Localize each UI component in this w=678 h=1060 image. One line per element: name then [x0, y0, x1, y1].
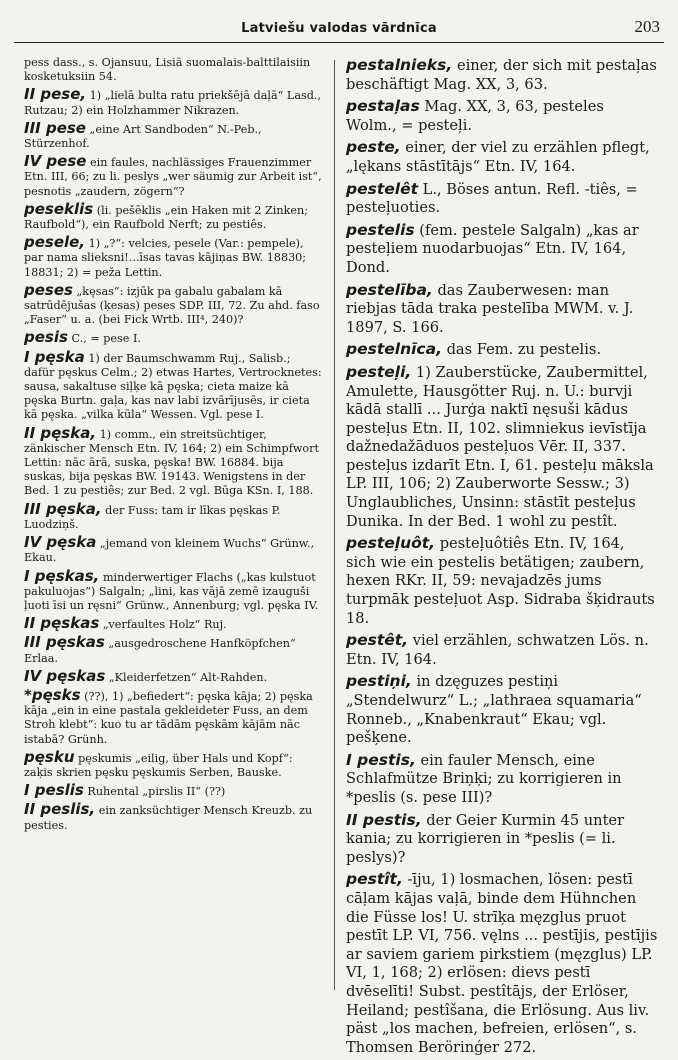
entry-headword: III pęskas [24, 633, 105, 652]
dictionary-entry [24, 423, 324, 499]
dictionary-entry [24, 535, 324, 565]
dictionary-entry [24, 635, 324, 665]
dictionary-entry [346, 56, 658, 94]
right-column [346, 56, 658, 1060]
entry-headword: pesteļuôt, [346, 534, 436, 553]
entry-headword: pestît, [346, 870, 403, 889]
entry-text: -īju, 1) losmachen, lösen: pestī cāļam kājas vaļā, binde dem Hühnchen die Füsse los! U. strīķa męzglus pruot pestīt LP. VI, 756. vęlns ... pestījis, pestījis ar saviem gariem pirkstiem (męzglus) LP. VI, 1, 168; 2) erlösen: dievs pestī dvēselīti! Subst. pestîtājs, der Erlöser, Heiland; pestîšana, die Erlösung. Aus liv. päst „los machen, befreien, erlösen“, s. Thomsen Berörinǵer 272. [346, 871, 658, 1056]
entry-headword: pestiņi, [346, 672, 412, 691]
dictionary-entry [24, 685, 324, 747]
left-column [24, 56, 324, 836]
entry-text: L., Böses antun. Refl. -tiês, = pesteļuoties. [346, 180, 638, 217]
entry-headword: pesele, [24, 233, 86, 252]
entry-headword: pestêt, [346, 631, 409, 650]
dictionary-entry [24, 566, 324, 614]
entry-text: ein zanksüchtiger Mensch Kreuzb. zu pesties. [24, 804, 313, 832]
dictionary-entry [346, 534, 658, 628]
entry-text: Mag. XX, 3, 63, pesteles Wolm., = pesteļi. [346, 98, 604, 134]
entry-headword: I pęskas, [24, 566, 100, 585]
entry-text: der Fuss: tam ir līkas pęskas P. Luodziņš. [24, 503, 281, 531]
entry-text: 1) „?“: velcies, pesele (Var.: pempele), par nama slieksni!...īsas tavas kājiņas BW. 18830; 18831; 2) = peža Lettin. [24, 237, 307, 279]
entry-headword: II pęskas [24, 614, 100, 633]
dictionary-entry [346, 97, 658, 135]
dictionary-entry [346, 870, 658, 1057]
entry-text: pesteļuôtiês Etn. IV, 164, sich wie ein pestelis betätigen; zaubern, hexen RKr. II, 59: nevajadzēs jums turpmāk pesteļuot Asp. Sidraba šķidrauts 18. [346, 535, 655, 627]
entry-headword: II pęska, [24, 423, 97, 442]
dictionary-entry [24, 616, 324, 632]
entry-headword: pestelêt [346, 179, 418, 198]
dictionary-entry [24, 802, 324, 832]
entry-text: „eine Art Sandboden“ N.-Peb., Stürzenhof. [24, 122, 262, 151]
entry-text: (fem. pestele Salgaln) „kas ar pesteļiem nuodarbuojas“ Etn. IV, 164, Dond. [346, 221, 639, 276]
dictionary-entry [346, 811, 658, 868]
entry-headword: peses [24, 280, 73, 299]
entry-text: „verfaultes Holz“ Ruj. [102, 618, 227, 632]
entry-headword: pestaļas [346, 97, 420, 116]
entry-text: einer, der sich mit pestaļas beschäftigt Mag. XX, 3, 63. [346, 57, 657, 93]
entry-text: pęskumis „eilig, über Hals und Kopf“: zaķis skrien pęsku pęskumis Serben, Bauske. [24, 751, 293, 779]
entry-text: „kęsas“: izjūk pa gabalu gabalam kā satrūdējušas (ķesas) peses SDP. III, 72. Zu ahd. faso „Faser“ u. a. (bei Fick Wrtb. III⁴, 240)? [24, 284, 320, 327]
entry-headword: II pese, [24, 85, 87, 104]
entry-text: einer, der viel zu erzählen pflegt, „lękans stāstītājs“ Etn. IV, 164. [346, 139, 650, 175]
entry-headword: IV pęska [24, 533, 97, 552]
entry-text: (??), 1) „befiedert“: pęska kāja; 2) pęska kāja „ein in eine pastala gekleideter Fuss, an dem Stroh klebt“: kuo tu ar tādām pęskām kājām nāc istabā? Grünh. [24, 689, 313, 746]
entry-headword: pęsku [24, 747, 75, 766]
entry-headword: pesis [24, 328, 68, 347]
entry-headword: pesteļi, [346, 362, 412, 381]
dictionary-entry [346, 180, 658, 218]
entry-text: ein fauler Mensch, eine Schlafmütze Briņķi; zu korrigieren in *peslis (s. pese III)? [346, 751, 622, 806]
dictionary-entry [24, 747, 324, 780]
dictionary-entry [24, 666, 324, 685]
running-title: Latviešu valodas vārdnīca [241, 21, 437, 36]
entry-text: „Kleiderfetzen“ Alt-Rahden. [108, 670, 268, 684]
dictionary-entry [24, 347, 324, 423]
page-number: 203 [634, 17, 660, 36]
entry-headword: I peslis [24, 781, 84, 800]
dictionary-entry [346, 363, 658, 531]
entry-text: 1) der Baumschwamm Ruj., Salisb.; dafür pęskus Celm.; 2) etwas Hartes, Vertrocknetes: sausa, sakaltuse siļķe kā pęska; cieta maize kā pęska Burtn. gaļa, kas nav labi izvārījusēs, ir cieta kā pęska. „vilka kūla“ Wessen. Vgl. pese I. [24, 351, 322, 422]
entry-text: in dzęguzes pestiņi „Stendelwurz“ L.; „lathraea squamaria“ Ronneb., „Knabenkraut“ Ekau; vgl. pešķene. [346, 673, 642, 747]
entry-text: minderwertiger Flachs („kas kulstuot pakuluojas“) Salgaln; „lini, kas vājā zemē izauguši ļuoti īsi un ręsni“ Grünw., Annenburg; vgl. pęska IV. [24, 570, 319, 612]
entry-text: pess dass., s. Ojansuu, Lisiä suomalais-balttilaisiin kosketuksiin 54. [24, 56, 311, 84]
dictionary-entry [24, 154, 324, 199]
entry-text: viel erzählen, schwatzen Lös. n. Etn. IV, 164. [346, 632, 649, 668]
page-header [14, 18, 664, 43]
entry-headword: III pęska, [24, 499, 102, 518]
entry-text: Ruhental „pirslis II“ (??) [87, 785, 226, 799]
entry-headword: pestelība, [346, 280, 433, 299]
dictionary-entry [24, 199, 324, 232]
entry-text: C., = pese I. [71, 332, 141, 346]
entry-headword: peseklis [24, 199, 94, 218]
entry-headword: IV pese [24, 152, 87, 171]
entry-headword: III pese [24, 118, 86, 137]
entry-headword: pestelis [346, 220, 415, 239]
dictionary-entry [24, 87, 324, 117]
entry-headword: IV pęskas [24, 666, 106, 685]
dictionary-entry [24, 235, 324, 280]
dictionary-entry [24, 118, 324, 151]
dictionary-entry [346, 672, 658, 747]
dictionary-entry [24, 499, 324, 532]
entry-text: 1) „lielā bulta ratu priekšējā daļā“ Lasd., Rutzau; 2) ein Holzhammer Nikrazen. [24, 89, 322, 117]
entry-headword: I pestis, [346, 750, 416, 769]
dictionary-entry [346, 221, 658, 278]
entry-text: das Fem. zu pestelis. [446, 341, 602, 359]
dictionary-entry [24, 280, 324, 328]
entry-text: das Zauberwesen: man riebjas tāda traka pestelība MWM. v. J. 1897, S. 166. [346, 281, 634, 336]
entry-text: 1) comm., ein streitsüchtiger, zänkischer Mensch Etn. IV, 164; 2) ein Schimpfwort Lettin: nāc ārā, suska, pęska! BW. 16884. bija suskas, bija pęskas BW. 19143. Wenigstens in der Bed. 1 zu pestiês; zur Bed. 2 vgl. Būga KSn. I, 188. [24, 427, 320, 498]
entry-text: der Geier Kurmin 45 unter kania; zu korrigieren in *peslis (= li. peslys)? [346, 811, 625, 866]
entry-headword: *pęsks [24, 685, 81, 704]
column-divider [334, 60, 335, 990]
entry-text: „ausgedroschene Hanfköpfchen“ Erlaa. [24, 637, 296, 665]
entry-text: (li. pešēklis „ein Haken mit 2 Zinken; Raufbold“), ein Raufbold Nerft; zu pestiês. [24, 203, 308, 232]
dictionary-entry [346, 631, 658, 669]
dictionary-entry [24, 330, 324, 346]
entry-text: „jemand von kleinem Wuchs“ Grünw., Ekau. [24, 537, 315, 565]
entry-headword: II peslis, [24, 800, 96, 819]
dictionary-entry [24, 783, 324, 799]
dictionary-entry [346, 138, 658, 176]
entry-headword: peste, [346, 138, 401, 157]
dictionary-entry [346, 751, 658, 808]
entry-headword: II pestis, [346, 810, 422, 829]
entry-headword: pestalnieks, [346, 56, 453, 74]
dictionary-entry [24, 56, 324, 84]
dictionary-entry [346, 281, 658, 338]
entry-headword: I pęska [24, 347, 85, 366]
entry-text: 1) Zauberstücke, Zaubermittel, Amulette, Hausgötter Ruj. n. U.: burvji kādā stallī ... Jurģa naktī nęsuši kādus pesteļus Etn. II, 102. slimniekus ievīstīja dažnedažāduos pesteļuos Vēr. II, 337. pesteļus izdarīt Etn. I, 61. pesteļu mākslа LP. III, 106; 2) Zauberworte Sessw.; 3) Unglaubliches, Unsinn: stāstīt pesteļus Dunika. In der Bed. 1 wohl zu pestît. [346, 363, 654, 530]
entry-headword: pestelnīca, [346, 340, 442, 359]
entry-text: ein faules, nachlässiges Frauenzimmer Etn. III, 66; zu li. peslys „wer säumig zur Arbeit ist“, pesnotis „zaudern, zögern“? [24, 156, 322, 198]
dictionary-entry [346, 340, 658, 360]
